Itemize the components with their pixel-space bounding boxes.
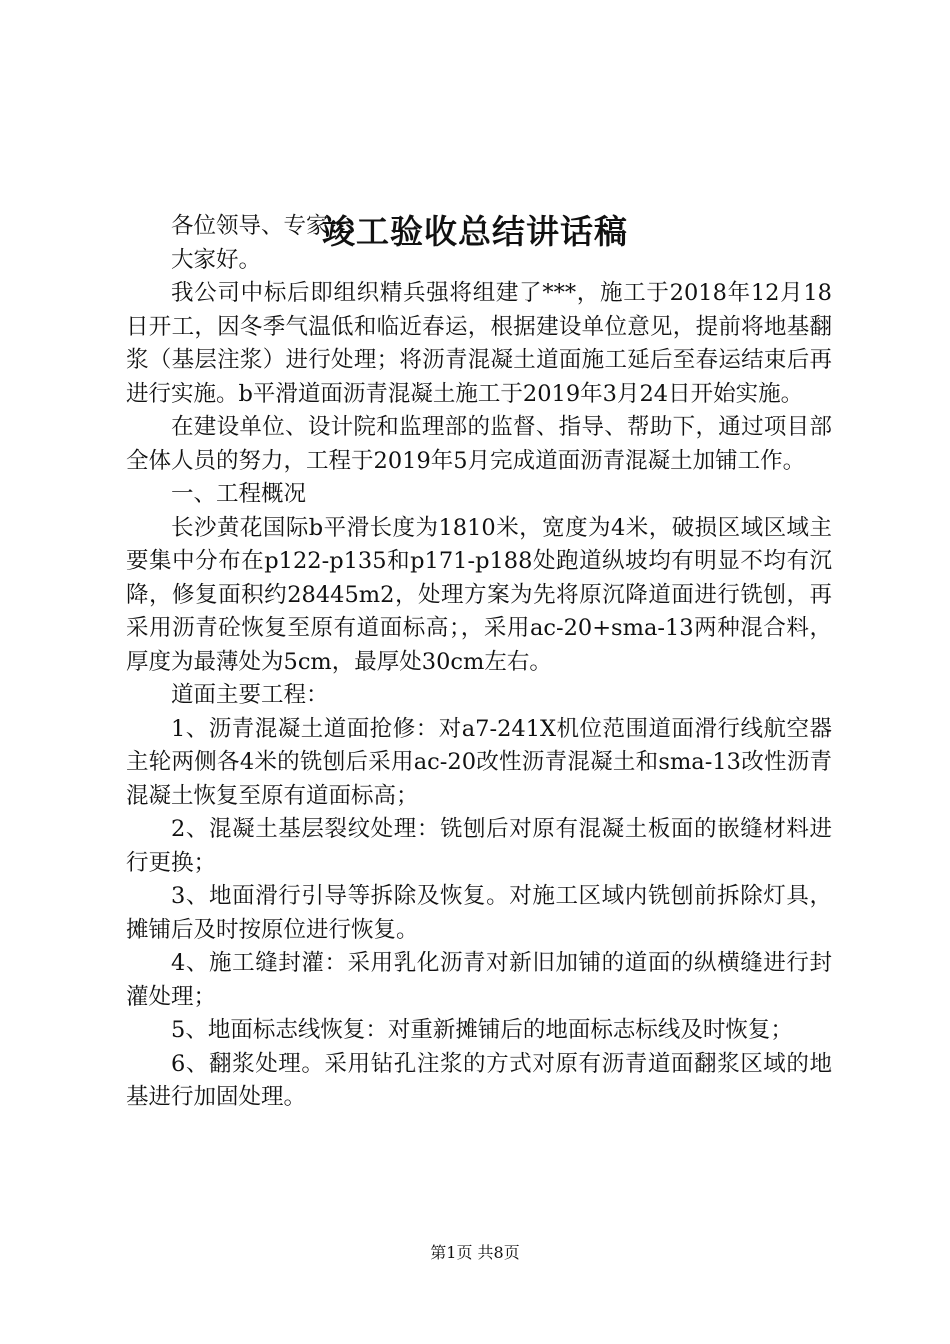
subheading-main-works: 道面主要工程： <box>171 682 329 708</box>
document-title: 竣工验收总结讲话稿 <box>322 212 628 252</box>
work-item-1: 1、沥青混凝土道面抢修：对a7-241X机位范围道面滑行线航空器主轮两侧各4米的铣刨后采用ac-20改性沥青混凝土和sma-13改性沥青混凝土恢复至原有道面标高； <box>126 715 832 809</box>
work-item-6: 6、翻浆处理。采用钻孔注浆的方式对原有沥青道面翻浆区域的地基进行加固处理。 <box>126 1050 832 1110</box>
paragraph-overview: 长沙黄花国际b平滑长度为1810米，宽度为4米，破损区域区域主要集中分布在p122-p135和p171-p188处跑道纵坡均有明显不均有沉降，修复面积约28445m2，处理方案为先将原沉降道面进行铣刨，再采用沥青砼恢复至原有道面标高；，采用ac-20+sma-13两种混合料，厚度为最薄处为5cm，最厚处30cm左右。 <box>126 514 832 675</box>
salutation: 各位领导、专家： <box>171 213 352 239</box>
section-heading-overview: 一、工程概况 <box>171 481 307 507</box>
document-body <box>126 210 832 1115</box>
paragraph-completion: 在建设单位、设计院和监理部的监督、指导、帮助下，通过项目部全体人员的努力，工程于2019年5月完成道面沥青混凝土加铺工作。 <box>126 414 832 474</box>
work-item-5: 5、地面标志线恢复：对重新摊铺后的地面标志标线及时恢复； <box>171 1017 793 1043</box>
work-item-2: 2、混凝土基层裂纹处理：铣刨后对原有混凝土板面的嵌缝材料进行更换； <box>126 816 832 876</box>
greeting: 大家好。 <box>171 246 262 273</box>
page-number-footer: 第1页 共8页 <box>430 1243 520 1262</box>
paragraph-project-start: 我公司中标后即组织精兵强将组建了***，施工于2018年12月18日开工，因冬季气温低和临近春运，根据建设单位意见，提前将地基翻浆（基层注浆）进行处理；将沥青混凝土道面施工延后至春运结束后再进行实施。b平滑道面沥青混凝土施工于2019年3月24日开始实施。 <box>126 280 832 407</box>
work-item-3: 3、地面滑行引导等拆除及恢复。对施工区域内铣刨前拆除灯具，摊铺后及时按原位进行恢复。 <box>126 883 832 943</box>
work-item-4: 4、施工缝封灌：采用乳化沥青对新旧加铺的道面的纵横缝进行封灌处理； <box>126 950 832 1010</box>
